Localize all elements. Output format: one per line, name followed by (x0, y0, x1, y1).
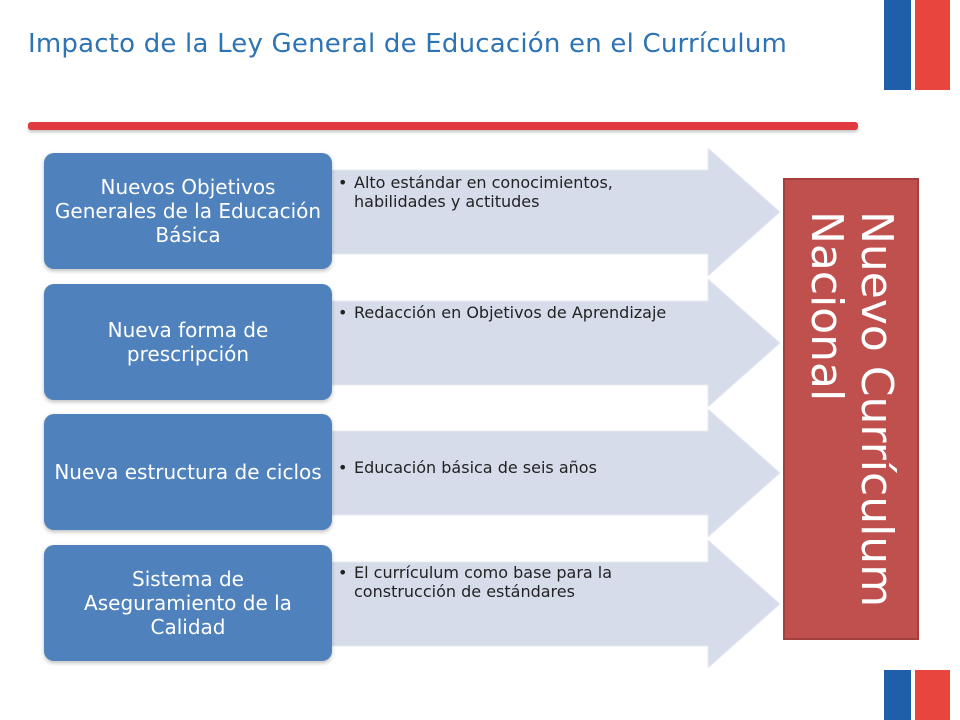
bullet-item-2 (338, 303, 708, 322)
result-box (783, 178, 919, 640)
bullet-text: Educación básica de seis años (354, 458, 597, 477)
result-label (801, 211, 901, 607)
flag-decoration-bottom (884, 670, 950, 720)
bullet-dot: • (338, 563, 348, 582)
objective-box-4 (44, 545, 332, 661)
objective-box-1 (44, 153, 332, 269)
result-line-1: Nuevo Currículum (851, 210, 902, 608)
bullet-item-3 (338, 458, 708, 477)
objective-label: Sistema de Aseguramiento de la Calidad (84, 567, 292, 639)
objective-box-2 (44, 284, 332, 400)
bullet-dot: • (338, 173, 348, 192)
page-title: Impacto de la Ley General de Educación en el Currículum (28, 29, 788, 59)
bullet-item-1 (338, 173, 708, 211)
objective-label: Nueva estructura de ciclos (54, 460, 322, 484)
objective-box-3 (44, 414, 332, 530)
objective-label: Nuevos Objetivos Generales de la Educación Básica (54, 175, 322, 247)
arrow-row-4 (290, 540, 780, 668)
bullet-text: Redacción en Objetivos de Aprendizaje (354, 303, 667, 322)
flag-decoration-top (884, 0, 950, 90)
arrow-row-1 (290, 148, 780, 276)
objective-label: Nueva forma de prescripción (107, 318, 269, 366)
title-divider (28, 122, 858, 130)
bullet-dot: • (338, 458, 348, 477)
bullet-dot: • (338, 303, 348, 322)
bullet-text: El currículum como base para la construcción de estándares (354, 563, 613, 601)
bullet-item-4 (338, 563, 708, 601)
result-line-2: Nacional (801, 210, 852, 402)
arrow-row-2 (290, 279, 780, 407)
bullet-text: Alto estándar en conocimientos, habilidades y actitudes (354, 173, 613, 211)
